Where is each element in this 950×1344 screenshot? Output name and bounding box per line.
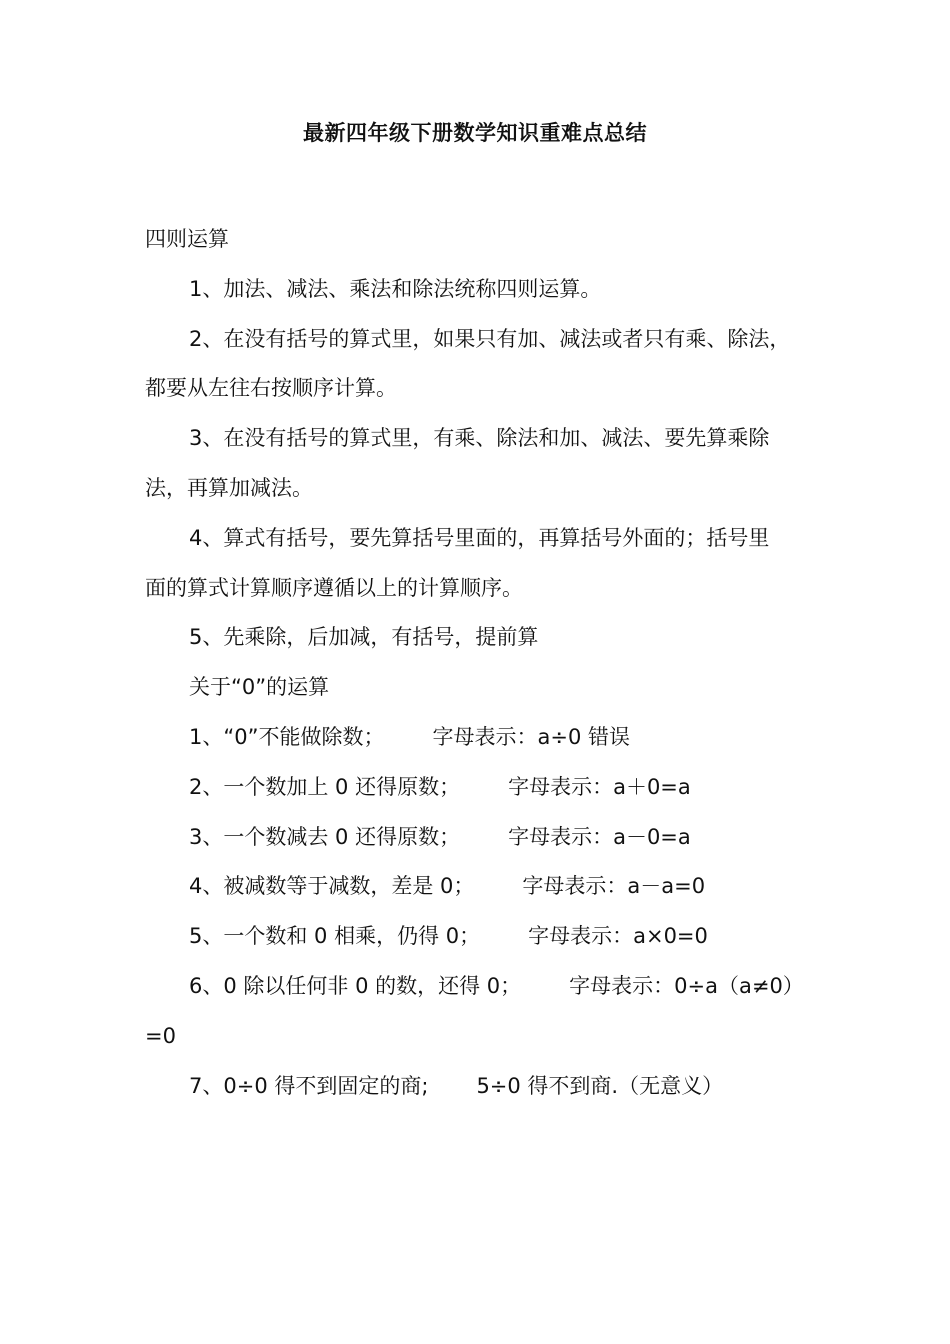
section-heading-zero: 关于“0”的运算 — [189, 675, 330, 700]
zero-rule-text: 7、0÷0 得不到固定的商; — [189, 1073, 429, 1098]
zero-rule-formula: 字母表示：a÷0 错误 — [432, 724, 630, 749]
zero-rule-6 — [145, 962, 825, 1012]
zero-rule-formula: 字母表示：a＋0=a — [508, 774, 691, 799]
paragraph-item-4-line-2: 面的算式计算顺序遵循以上的计算顺序。 — [145, 575, 523, 600]
zero-rule-formula: 字母表示：a－a=0 — [522, 874, 706, 899]
zero-rule-1 — [145, 713, 825, 763]
zero-rule-formula: 字母表示：0÷a（a≠0） — [569, 973, 804, 998]
zero-rule-5 — [145, 912, 825, 962]
zero-rule-text: 5、一个数和 0 相乘，仍得 0； — [189, 924, 481, 949]
zero-rule-7 — [145, 1062, 825, 1112]
zero-rule-formula: 字母表示：a－0=a — [508, 824, 691, 849]
zero-rule-2 — [145, 763, 825, 813]
paragraph-item-2-line-2: 都要从左往右按顺序计算。 — [145, 376, 397, 401]
document-body — [145, 215, 825, 1111]
zero-rule-4 — [145, 862, 825, 912]
zero-rule-3 — [145, 813, 825, 863]
paragraph-item-5: 5、先乘除，后加减，有括号，提前算 — [189, 625, 539, 650]
document-title: 最新四年级下册数学知识重难点总结 — [303, 121, 647, 145]
paragraph-item-3-line-2: 法，再算加减法。 — [145, 475, 313, 500]
zero-rule-note: 5÷0 得不到商.（无意义） — [476, 1073, 724, 1098]
section-heading-arithmetic: 四则运算 — [145, 227, 229, 251]
paragraph-item-4-line-1: 4、算式有括号，要先算括号里面的，再算括号外面的；括号里 — [189, 525, 770, 550]
zero-rule-formula: 字母表示：a×0=0 — [528, 924, 708, 949]
paragraph-item-1: 1、加法、减法、乘法和除法统称四则运算。 — [189, 276, 602, 301]
zero-rule-text: 3、一个数减去 0 还得原数； — [189, 824, 461, 849]
zero-rule-6-wrap: =0 — [145, 1023, 176, 1048]
zero-rule-text: 1、“0”不能做除数； — [189, 724, 385, 749]
zero-rule-text: 2、一个数加上 0 还得原数； — [189, 774, 461, 799]
paragraph-item-2-line-1: 2、在没有括号的算式里，如果只有加、减法或者只有乘、除法， — [189, 326, 791, 351]
zero-rule-text: 4、被减数等于减数，差是 0； — [189, 874, 475, 899]
paragraph-item-3-line-1: 3、在没有括号的算式里，有乘、除法和加、减法、要先算乘除 — [189, 426, 770, 451]
zero-rule-text: 6、0 除以任何非 0 的数，还得 0； — [189, 973, 522, 998]
